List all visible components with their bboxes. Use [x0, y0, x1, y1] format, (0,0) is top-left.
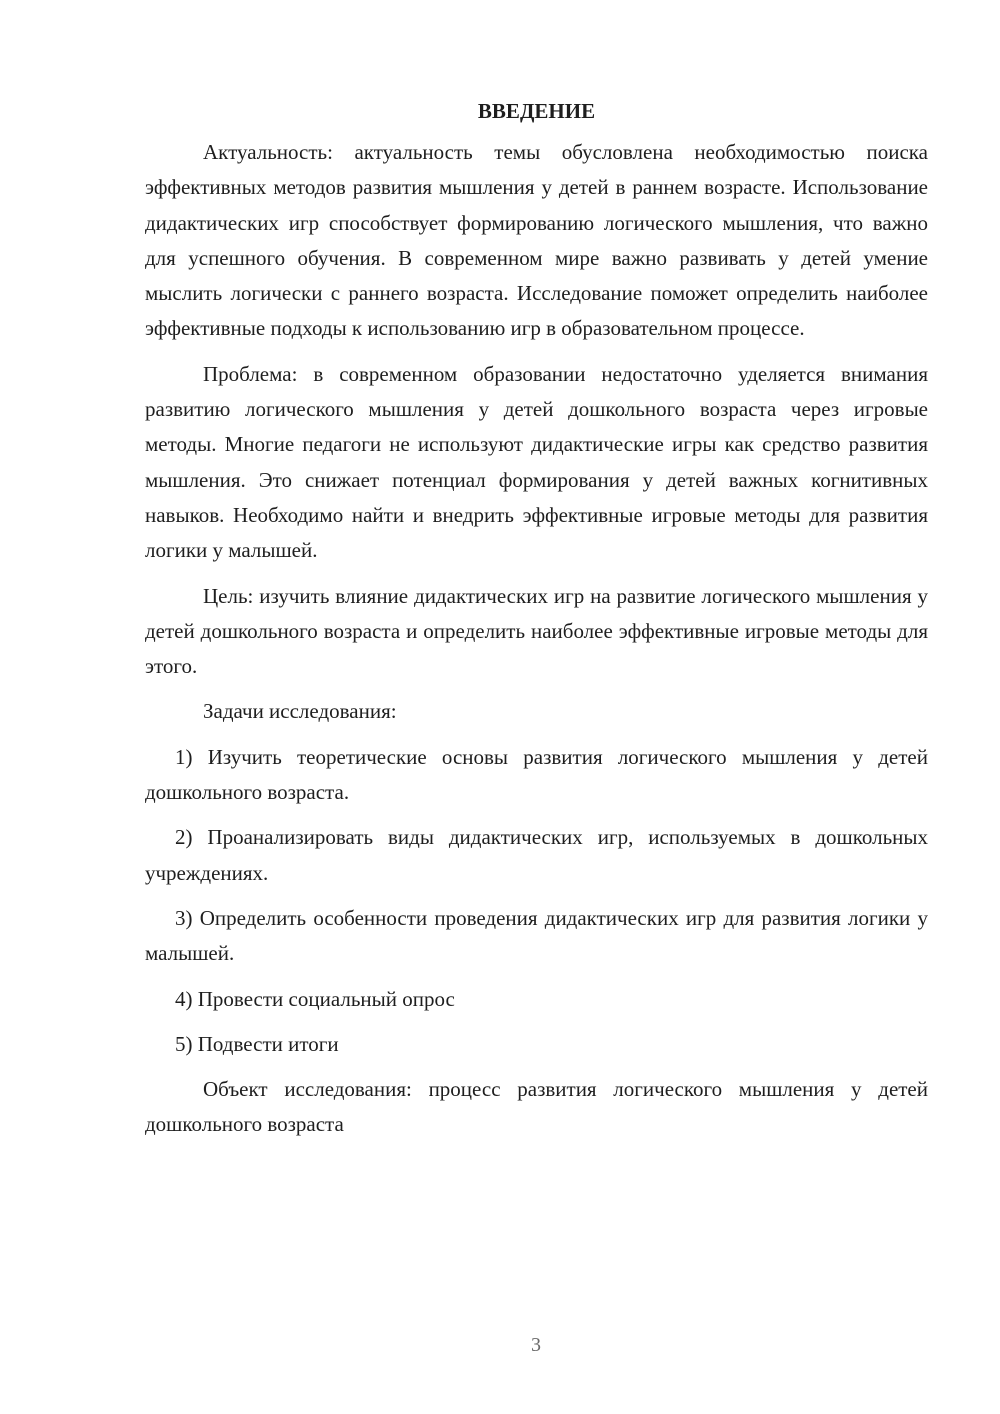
page-number: 3	[531, 1334, 541, 1356]
task-item-2: 2) Проанализировать виды дидактических игр, используемых в дошкольных учреждениях.	[145, 825, 928, 885]
goal-paragraph: Цель: изучить влияние дидактических игр на развитие логического мышления у детей дошкольного возраста и определить наиболее эффективные игровые методы для этого.	[145, 583, 928, 679]
section-heading: ВВЕДЕНИЕ	[477, 99, 596, 123]
problem-paragraph: Проблема: в современном образовании недостаточно уделяется внимания развитию логического мышления у детей дошкольного возраста через игровые методы. Многие педагоги не используют дидактические игры как средство развития мышления. Это снижает потенциал формирования у детей важных когнитивных навыков. Необходимо найти и внедрить эффективные игровые методы для развития логики у малышей.	[145, 361, 928, 563]
task-item-5: 5) Подвести итоги	[175, 1031, 339, 1056]
tasks-title: Задачи исследования:	[203, 699, 397, 724]
task-item-4: 4) Провести социальный опрос	[175, 986, 455, 1011]
page-content	[145, 96, 928, 1143]
relevance-paragraph: Актуальность: актуальность темы обусловлена необходимостью поиска эффективных методов развития мышления у детей в раннем возрасте. Использование дидактических игр способствует формированию логического мышления, что важно для успешного обучения. В современном мире важно развивать у детей умение мыслить логически с раннего возраста. Исследование поможет определить наиболее эффективные подходы к использованию игр в образовательном процессе.	[145, 140, 928, 341]
task-item-3: 3) Определить особенности проведения дидактических игр для развития логики у малышей.	[145, 905, 928, 966]
task-item-1: 1) Изучить теоретические основы развития логического мышления у детей дошкольного возраста.	[145, 744, 928, 805]
object-paragraph: Объект исследования: процесс развития логического мышления у детей дошкольного возраста	[145, 1077, 928, 1137]
